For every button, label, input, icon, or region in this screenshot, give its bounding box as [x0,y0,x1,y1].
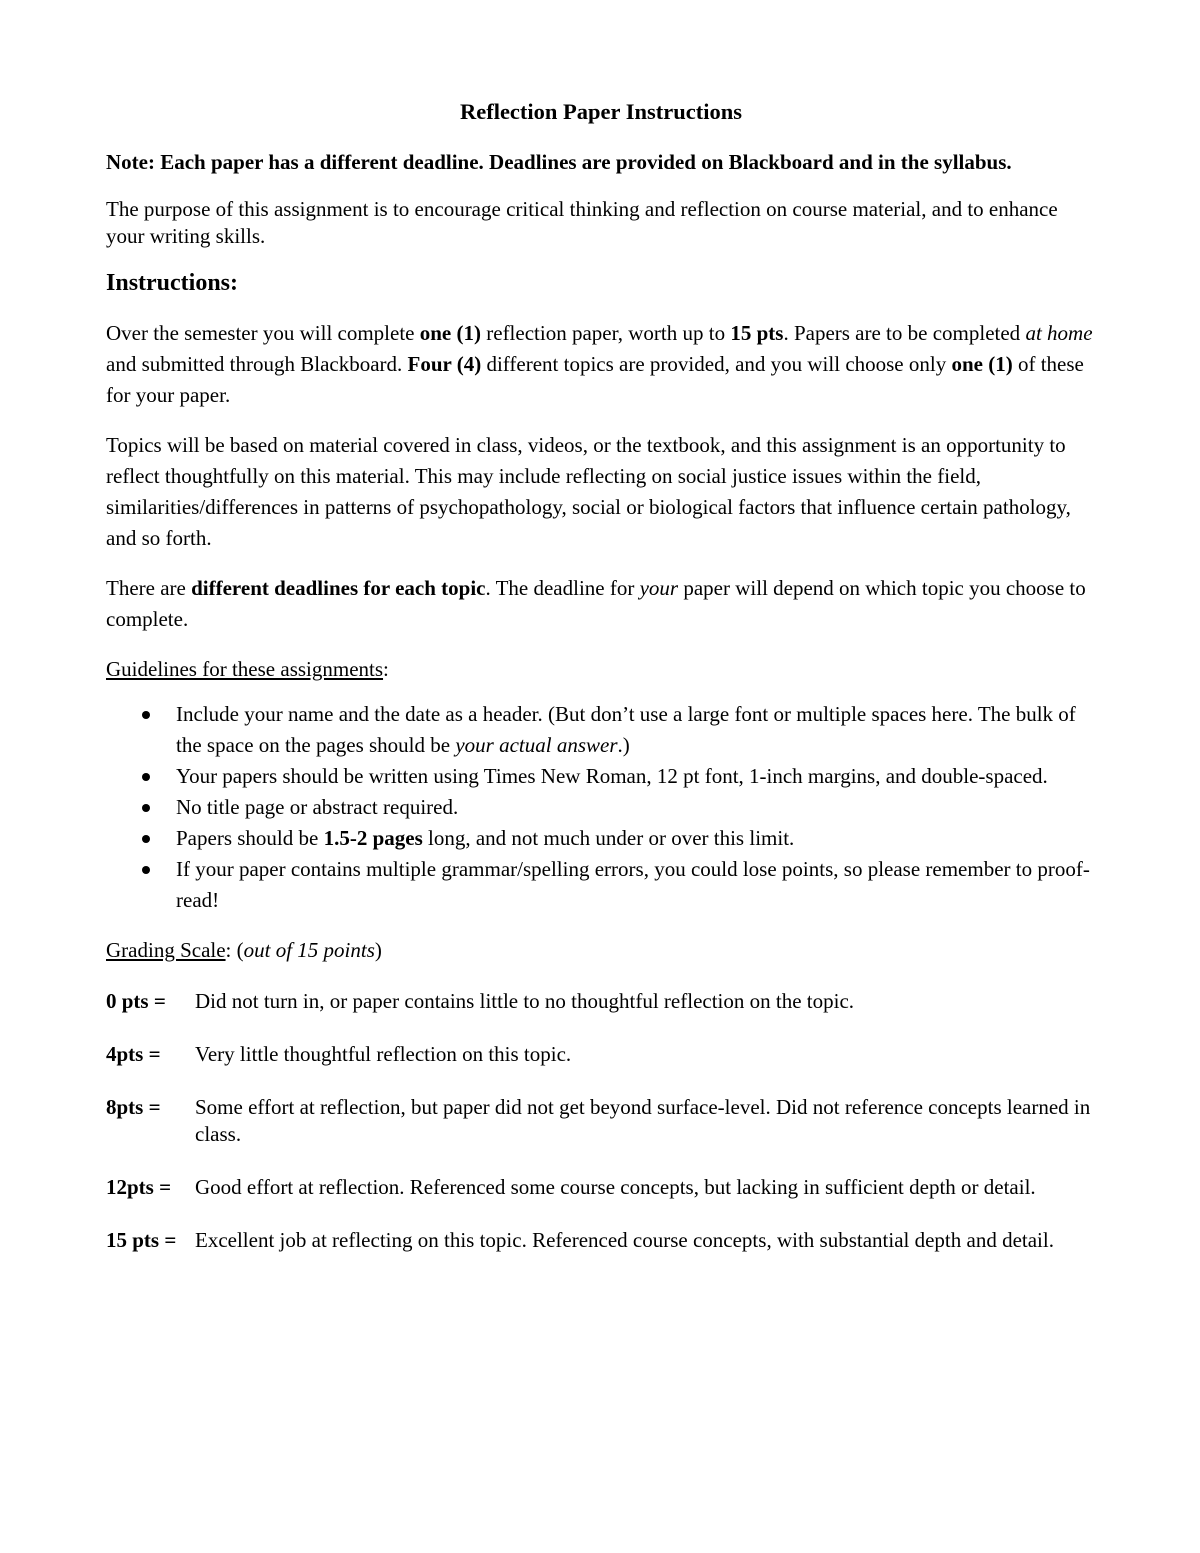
text-run: Over the semester you will complete [106,320,420,345]
italic-run: at home [1025,320,1093,345]
bold-run: one (1) [419,320,481,345]
text-run: Your papers should be written using Times New Roman, 12 pt font, 1-inch margins, and double-spaced. [176,763,1048,788]
grade-row [106,1227,1096,1254]
grade-row [106,1174,1096,1201]
bold-run: 15 pts [730,320,784,345]
instructions-paragraph-1 [106,318,1096,411]
text-run: . The deadline for [485,575,640,600]
text-run: of these for your paper. [106,351,1084,407]
grade-points: 15 pts = [106,1227,177,1252]
text-run: and submitted through Blackboard. [106,351,408,376]
instructions-paragraph-2: Topics will be based on material covered in class, videos, or the textbook, and this assignment is an opportunity to reflect thoughtfully on this material. This may include reflecting on social justice issues within the field, similarities/differences in patterns of psychopathology, social or biological factors that influence certain pathology, and so forth. [106,432,1071,550]
text-run: Papers should be [176,825,324,850]
instructions-paragraph-3 [106,573,1096,635]
grade-row [106,988,1096,1015]
purpose-paragraph: The purpose of this assignment is to encourage critical thinking and reflection on course material, and to enhance your writing skills. [106,197,1058,248]
text-run: Include your name and the date as a header. (But don’t use a large font or multiple spaces here. The bulk of the space on the pages should be [176,701,1076,757]
grade-description: Good effort at reflection. Referenced some course concepts, but lacking in sufficient depth or detail. [195,1174,1036,1199]
bold-run: different deadlines for each topic [191,575,486,600]
italic-run: your actual answer [455,732,618,757]
bullet-icon [142,804,150,812]
list-item [106,699,1096,761]
guidelines-label [106,654,1096,685]
guidelines-list [106,699,1096,916]
bold-run: one (1) [951,351,1013,376]
italic-run: out of 15 points [243,937,375,962]
grading-scale-label [106,935,1096,966]
text-run: : [383,656,389,681]
grade-description: Did not turn in, or paper contains little to no thoughtful reflection on the topic. [195,988,855,1013]
grading-label-text: Grading Scale [106,937,226,962]
bold-run: 1.5-2 pages [323,825,423,850]
bold-run: Four (4) [407,351,482,376]
text-run: : ( [225,937,244,962]
grade-points: 0 pts = [106,988,166,1013]
text-run: No title page or abstract required. [176,794,459,819]
grade-row [106,1041,1096,1068]
text-run: reflection paper, worth up to [481,320,731,345]
document-page [106,98,1096,1280]
text-run: . Papers are to be completed [783,320,1026,345]
grade-points: 12pts = [106,1174,172,1199]
italic-run: your [639,575,679,600]
deadline-note: Note: Each paper has a different deadline. Deadlines are provided on Blackboard and in the syllabus. [106,150,1012,174]
text-run: If your paper contains multiple grammar/spelling errors, you could lose points, so please remember to proof-read! [176,856,1090,912]
bullet-icon [142,711,150,719]
grade-description: Very little thoughtful reflection on this topic. [195,1041,572,1066]
grade-description: Excellent job at reflecting on this topic. Referenced course concepts, with substantial depth and detail. [195,1227,1054,1252]
grade-description: Some effort at reflection, but paper did not get beyond surface-level. Did not reference concepts learned in class. [195,1094,1091,1146]
bullet-icon [142,866,150,874]
text-run: There are [106,575,192,600]
grade-row [106,1094,1096,1148]
text-run: different topics are provided, and you will choose only [481,351,952,376]
list-item [106,854,1096,916]
text-run: ) [374,937,382,962]
grade-points: 8pts = [106,1094,161,1119]
document-title: Reflection Paper Instructions [459,99,743,124]
guidelines-label-text: Guidelines for these assignments [106,656,384,681]
grade-points: 4pts = [106,1041,161,1066]
text-run: .) [617,732,630,757]
bullet-icon [142,835,150,843]
grading-scale-table [106,988,1096,1254]
text-run: paper will depend on which topic you choose to complete. [106,575,1086,631]
text-run: long, and not much under or over this limit. [422,825,795,850]
list-item [106,761,1096,792]
list-item [106,792,1096,823]
bullet-icon [142,773,150,781]
list-item [106,823,1096,854]
instructions-heading: Instructions: [106,270,239,296]
